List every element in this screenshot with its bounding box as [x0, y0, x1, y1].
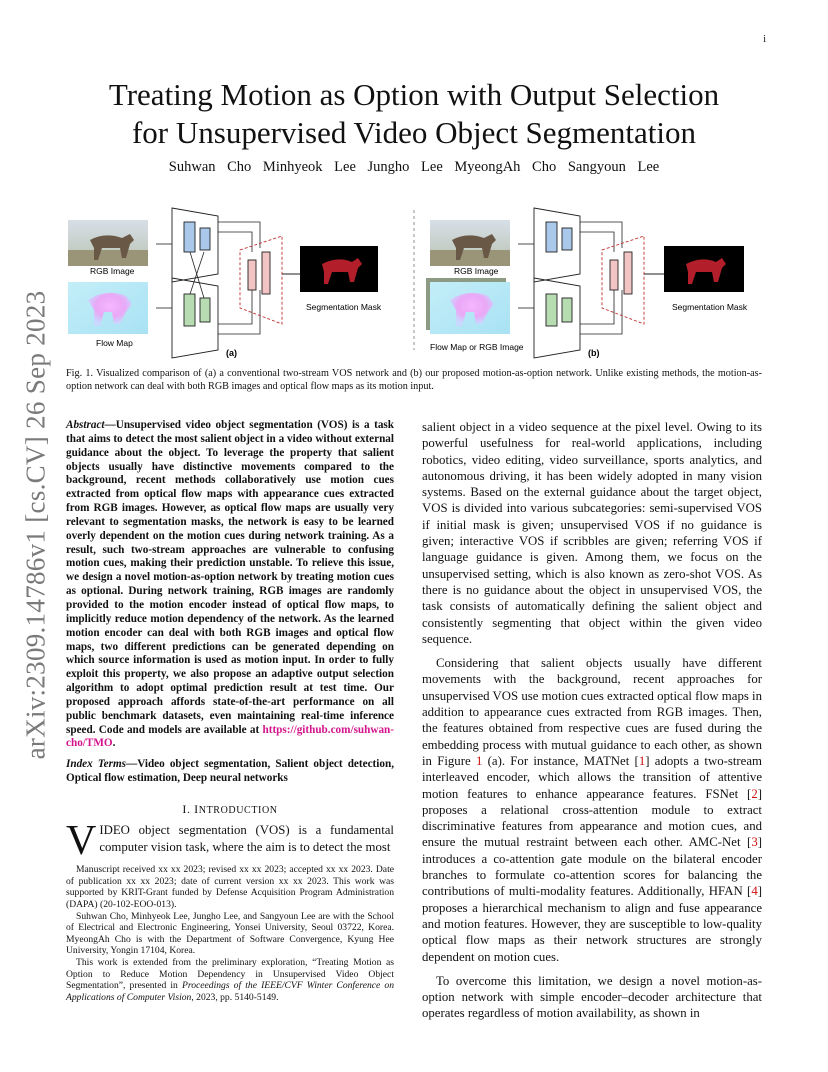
left-column	[66, 419, 394, 1003]
decoder-a	[240, 236, 300, 324]
footnote-extension-text: This work is extended from the preliminary exploration, “Treating Motion as Option to Reduce Motion Dependency in Unsupervised Video Object Segmentation”, presented in	[66, 956, 394, 992]
paragraph-3: To overcome this limitation, we design a novel motion-as-option network with simple encoder–decoder architecture that operates regardless of motion availability, as shown in	[422, 973, 762, 1021]
section-initial: I	[194, 801, 199, 816]
rgb-label-a: RGB Image	[90, 266, 135, 276]
rgb-image-a	[68, 220, 148, 266]
right-column	[422, 419, 762, 1022]
intro-text: IDEO object segmentation (VOS) is a fundamental computer vision task, where the aim is to detect the most	[99, 823, 394, 854]
rgb-image-b	[430, 220, 510, 266]
intro-paragraph	[66, 818, 394, 865]
abstract-end: .	[112, 737, 116, 750]
appearance-encoder-a	[172, 208, 218, 282]
panel-label-a: (a)	[226, 348, 237, 358]
motion-encoder-b	[534, 278, 580, 358]
drop-cap: V	[66, 818, 97, 865]
flow-map-a	[68, 282, 148, 334]
figure-caption: Fig. 1. Visualized comparison of (a) a conventional two-stream VOS network and (b) our proposed motion-as-option network. Unlike existing methods, the motion-as-option network can deal with both RGB images and optical flow maps as its motion input.	[66, 368, 762, 392]
title-line-2: for Unsupervised Video Object Segmentation	[131, 115, 697, 150]
footnote-extension-end: , 2023, pp. 5140-5149.	[191, 991, 279, 1003]
footnote-affiliations: Suhwan Cho, Minhyeok Lee, Jungho Lee, and Sangyoun Lee are with the School of Electrical and Electronic Engineering, Yonsei University, Seoul 03722, Korea. MyeongAh Cho is with the Department of Software Convergence, Kyung Hee University, Yongin 17104, Korea.	[66, 910, 394, 957]
paragraph-2	[422, 655, 762, 965]
p2-part-d: ] proposes a relational cross-attention module to extract discriminative features from appearance and motion cues, and ensure the mutual restraint between each other. AMC-Net [	[422, 786, 762, 850]
ref-figure-1[interactable]: 1	[475, 753, 483, 768]
page-number: i	[763, 34, 766, 45]
abstract-body: —Unsupervised video object segmentation (VOS) is a task that aims to detect the most salient object in a video without external guidance about the object. To leverage the property that salient objects usually have distinctive movements compared to the background, recent methods collaboratively use motion cues extracted from optical flow maps with appearance cues extracted from RGB images. However, as optical flow maps are usually very relevant to segmentation masks, the network is easy to be learned overly dependent on the motion cues during network training. As a result, such two-stream approaches are vulnerable to confusing motion cues, making their prediction unstable. To relieve this issue, we design a novel motion-as-option network by treating motion cues as optional. During network training, RGB images are randomly provided to the motion encoder instead of optical flow maps, to implicitly reduce motion dependency of the network. As the learned motion encoder can deal with both RGB images and optical flow maps, two different predictions can be generated depending on which source information is used as motion input. In order to fully exploit this property, we also propose an adaptive output selection algorithm to adopt optimal prediction result at test time. Our proposed approach affords state-of-the-art performance on all public benchmark datasets, even maintaining real-time inference speed. Code and models are available at	[66, 419, 394, 736]
flow-label-b: Flow Map or RGB Image	[430, 342, 524, 352]
section-heading-introduction	[66, 802, 394, 818]
decoder-b	[602, 236, 664, 324]
mask-label-b: Segmentation Mask	[672, 302, 748, 312]
ref-1[interactable]: 1	[638, 753, 646, 768]
abstract-label: Abstract	[66, 419, 105, 431]
ref-3[interactable]: 3	[751, 835, 758, 850]
title-line-1: Treating Motion as Option with Output Selection	[108, 77, 720, 112]
section-numeral: I.	[182, 801, 195, 816]
index-terms	[66, 758, 394, 786]
footnote-manuscript: Manuscript received xx xx 2023; revised xx xx 2023; accepted xx xx 2023. Date of publication xx xx 2023; date of current version xx xx 2023. This work was supported by KRIT-Grant funded by Defense Acquisition Program Administration (DAPA) (20-102-EOO-013).	[66, 864, 394, 911]
paper-title	[66, 76, 762, 152]
p2-part-b: (a). For instance, MATNet [	[482, 753, 639, 768]
footnote-extension	[66, 957, 394, 1003]
panel-label-b: (b)	[588, 348, 600, 358]
abstract	[66, 419, 394, 751]
authors: Suhwan Cho Minhyeok Lee Jungho Lee MyeongAh Cho Sangyoun Lee	[168, 159, 660, 175]
panel-b	[426, 208, 748, 358]
flow-label-a: Flow Map	[96, 338, 133, 348]
p2-part-a: Considering that salient objects usually have different movements with the background, recent approaches for unsupervised VOS use motion cues extracted optical flow maps in addition to appearance cues extracted from RGB images. Then, the features obtained from respective cues are fused during the embedding process with mutual guidance to each other, as shown in Figure	[422, 656, 762, 768]
ref-2[interactable]: 2	[751, 786, 758, 801]
code-link[interactable]: https://github.com/suhwan-cho/TMO	[66, 723, 394, 750]
p2-part-c: ] adopts a two-stream interleaved encoder, which allows the transition of attentive motion features to enhance appearance features. FSNet [	[422, 753, 762, 801]
motion-encoder-a	[172, 278, 218, 358]
appearance-encoder-b	[534, 208, 580, 282]
index-terms-label: Index Terms	[66, 758, 126, 771]
rgb-label-b: RGB Image	[454, 266, 499, 276]
p2-part-e: ] introduces a co-attention gate module on the bilateral encoder branches to formulate co-attention scores for balancing the contributions of multi-modality features. Additionally, HFAN [	[422, 835, 762, 899]
panel-a	[68, 208, 382, 358]
index-terms-body: —Video object segmentation, Salient object detection, Optical flow estimation, Deep neural networks	[66, 758, 394, 785]
paragraph-1: salient object in a video sequence at the pixel level. Owing to its powerful usefulness for real-world applications, including robotics, video editing, video surveillance, sports analytics, and autonomous driving, it has been widely adopted in many vision systems. Based on the external guidance about the target object, VOS is divided into various subcategories: semi-supervised VOS if initial mask is given; unsupervised VOS if no guidance is given; interactive VOS if scribbles are given; referring VOS if language guidance is given. Among them, we focus on the unsupervised setting, which is also known as zero-shot VOS. As there is no guidance about the object in unsupervised VOS, the task consists of automatically defining the salient object and consistently segmenting that object within the given video sequence.	[422, 420, 762, 646]
footnote-venue: Proceedings of the IEEE/CVF Winter Conference on Applications of Computer Vision	[66, 980, 394, 1003]
figure-1	[60, 200, 770, 362]
p2-part-f: ] proposes a hierarchical mechanism to align and fuse appearance and motion features. However, they are susceptible to low-quality optical flow maps as their network structures are strongly dependent on motion cues.	[422, 884, 762, 964]
segmentation-mask-a	[300, 246, 378, 292]
arxiv-stamp: arXiv:2309.14786v1 [cs.CV] 26 Sep 2023	[20, 290, 51, 760]
segmentation-mask-b	[664, 246, 744, 292]
section-rest: NTRODUCTION	[198, 804, 278, 816]
flow-or-rgb-b	[426, 278, 510, 334]
mask-label-a: Segmentation Mask	[306, 302, 382, 312]
ref-4[interactable]: 4	[751, 884, 758, 899]
